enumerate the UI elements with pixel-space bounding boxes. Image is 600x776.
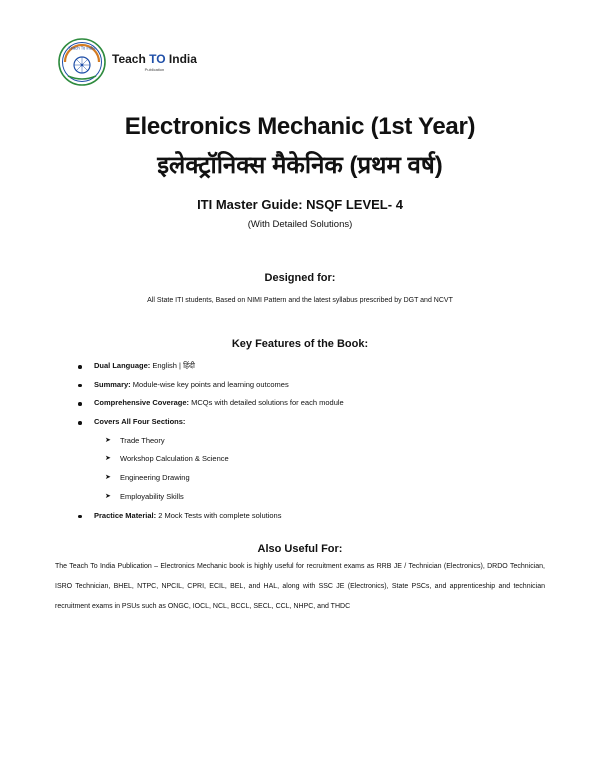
feature-item: Summary: Module-wise key points and learning outcomes — [78, 376, 344, 395]
arrow-bullet-icon: ➤ — [105, 492, 111, 500]
publisher-logo — [58, 38, 197, 86]
feature-item: Practice Material: 2 Mock Tests with complete solutions — [78, 507, 344, 526]
teach-to-india-seal-icon — [58, 38, 106, 86]
key-features-list — [78, 357, 344, 525]
book-subtitle-note: (With Detailed Solutions) — [247, 219, 353, 230]
key-features-heading: Key Features of the Book: — [231, 338, 369, 350]
section-item: ➤ Engineering Drawing — [78, 469, 344, 488]
feature-item: Comprehensive Coverage: MCQs with detailed solutions for each module — [78, 394, 344, 413]
book-subtitle: ITI Master Guide: NSQF LEVEL- 4 — [197, 197, 403, 212]
arrow-bullet-icon: ➤ — [105, 474, 111, 482]
title-english: Electronics Mechanic (1st Year) — [124, 113, 476, 140]
arrow-bullet-icon: ➤ — [105, 455, 111, 463]
section-item: ➤ Employability Skills — [78, 488, 344, 507]
brand-block — [112, 52, 197, 72]
title-hindi: इलेक्ट्रॉनिक्स मैकेनिक (प्रथम वर्ष) — [157, 152, 443, 179]
arrow-bullet-icon: ➤ — [105, 436, 111, 444]
feature-item: Covers All Four Sections: — [78, 413, 344, 432]
section-item: ➤ Workshop Calculation & Science — [78, 450, 344, 469]
section-item: ➤ Trade Theory — [78, 432, 344, 451]
brand-name: Teach TO India — [112, 52, 197, 66]
also-useful-text: The Teach To India Publication – Electronics Mechanic book is highly useful for recruitment exams as RRB JE / Technician (Electronics), DRDO Technician, ISRO Technician, BHEL, NTPC, NPCIL, CPRI, ECIL, BEL, and HAL, along with SSC JE (Electronics), State PSCs, and apprenticeship and technician recruitment exams in PSUs such as ONGC, IOCL, NCL, BCCL, SECL, CCL, NHPC, and THDC — [55, 563, 545, 610]
feature-item: Dual Language: English | हिंदी — [78, 357, 344, 376]
svg-text:Teach To India: Teach To India — [68, 45, 96, 51]
also-useful-heading: Also Useful For: — [257, 543, 343, 555]
designed-for-heading: Designed for: — [264, 272, 336, 284]
designed-for-text: All State ITI students, Based on NIMI Pattern and the latest syllabus prescribed by DGT and NCVT — [147, 297, 453, 304]
brand-publication: Publication — [144, 67, 165, 72]
